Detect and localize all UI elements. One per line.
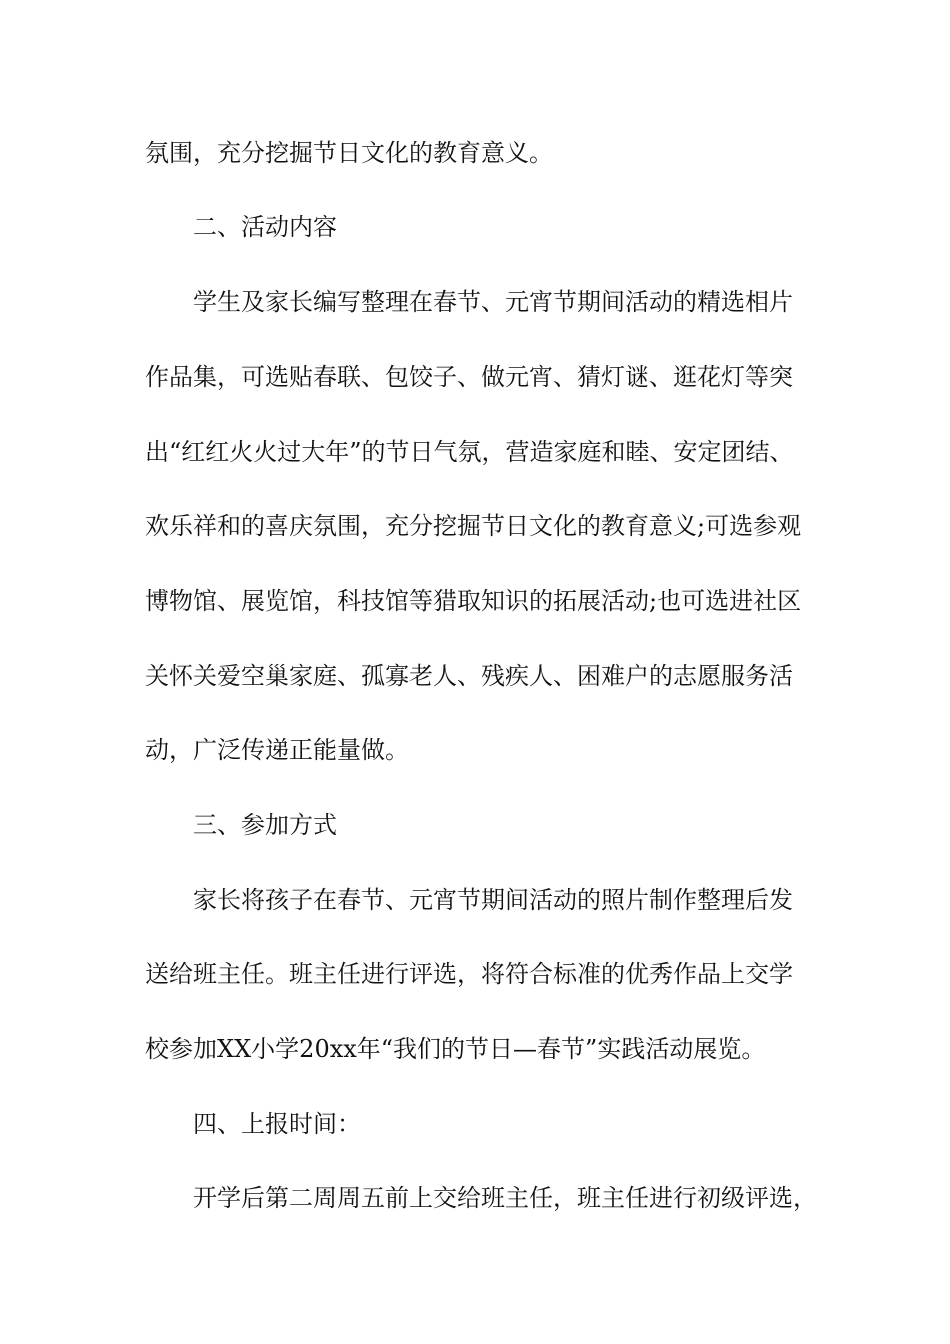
section-heading: 三、参加方式 (193, 811, 337, 839)
text-line: 出“红红火火过大年”的节日气氛，营造家庭和睦、安定团结、 (145, 438, 794, 466)
section-heading: 四、上报时间： (193, 1110, 361, 1138)
text-line: 学生及家长编写整理在春节、元宵节期间活动的精选相片 (193, 288, 793, 316)
text-line: 送给班主任。班主任进行评选，将符合标准的优秀作品上交学 (145, 960, 793, 988)
section-heading: 二、活动内容 (193, 213, 337, 241)
text-line: 作品集，可选贴春联、包饺子、做元宵、猜灯谜、逛花灯等突 (145, 363, 793, 391)
text-line: 校参加XX小学20xx年“我们的节日—春节”实践活动展览。 (145, 1035, 766, 1063)
text-line: 博物馆、展览馆，科技馆等猎取知识的拓展活动;也可选进社区 (145, 587, 802, 615)
text-line: 家长将孩子在春节、元宵节期间活动的照片制作整理后发 (193, 886, 793, 914)
text-line: 开学后第二周周五前上交给班主任，班主任进行初级评选， (193, 1184, 817, 1212)
text-line: 欢乐祥和的喜庆氛围，充分挖掘节日文化的教育意义;可选参观 (145, 512, 802, 540)
text-line: 氛围，充分挖掘节日文化的教育意义。 (145, 139, 553, 167)
text-line: 关怀关爱空巢家庭、孤寡老人、残疾人、困难户的志愿服务活 (145, 662, 793, 690)
text-line: 动，广泛传递正能量做。 (145, 736, 409, 764)
